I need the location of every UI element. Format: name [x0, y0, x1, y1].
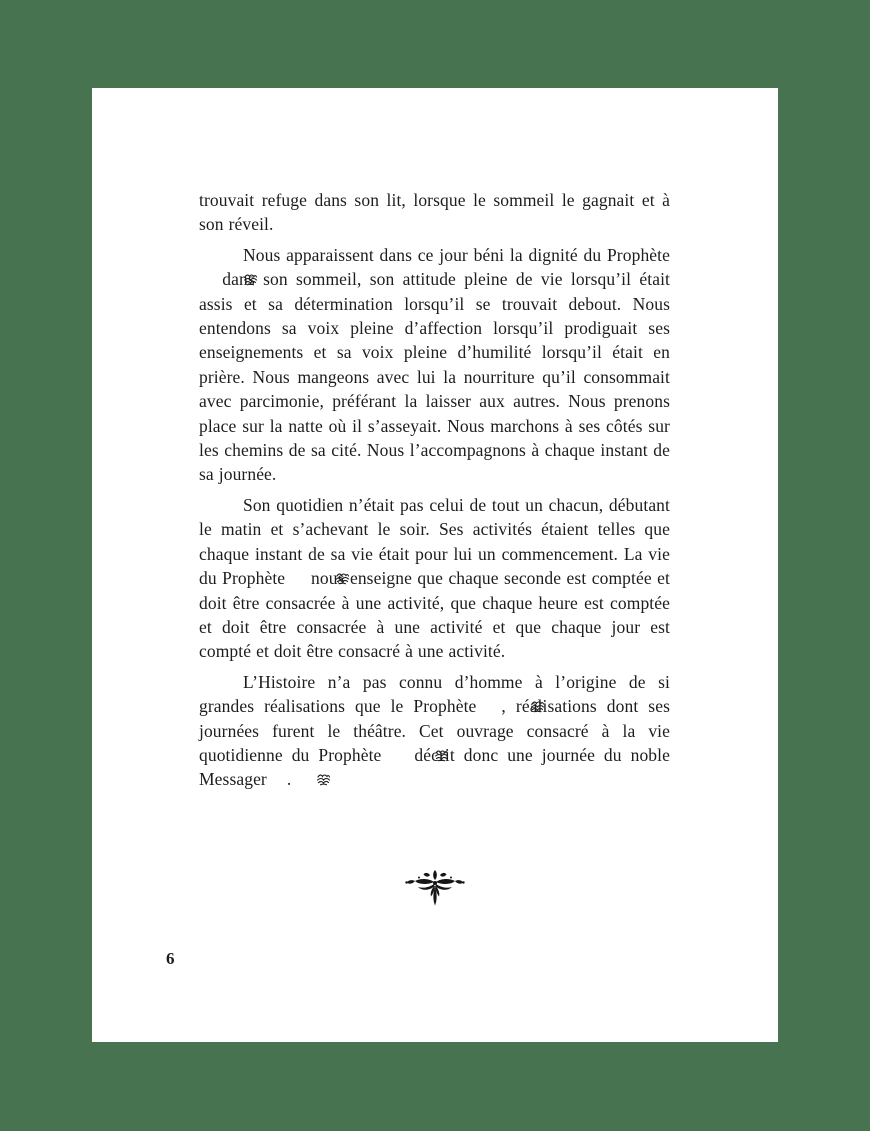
paragraph: L’Histoire n’a pas connu d’homme à l’origine de si grandes réalisations que le Prophète , réalisations dont ses journées furent le théâtre. Cet ouvrage consacré à la vie quotidienne du Prophète décrit donc une journée du noble Messager . — [199, 671, 670, 790]
book-page — [92, 88, 778, 1042]
saw-ligature-icon — [291, 572, 306, 585]
paragraph: trouvait refuge dans son lit, lorsque le sommeil le gagnait et à son réveil. — [199, 190, 670, 235]
ornament-row — [92, 869, 778, 912]
page-number: 6 — [166, 949, 175, 968]
paragraph: Son quotidien n’était pas celui de tout un chacun, débutant le matin et s’achevant le soir. Ses activités étaient telles que chaque instant de sa vie était pour lui un commencement. La vie du Prophète nous enseigne que chaque seconde est comptée et doit être consacrée à une activité, que chaque heure est comptée et doit être consacrée à une activité et que chaque jour est compté et doit être consacré à une activité. — [199, 494, 670, 662]
paragraph: Nous apparaissent dans ce jour béni la dignité du Prophète dans son sommeil, son attitude pleine de vie lorsqu’il était assis et sa détermination lorsqu’il se trouvait debout. Nous entendons sa voix pleine d’affection lorsqu’il prodiguait ses enseignements et sa voix pleine d’humilité lorsqu’il était en prière. Nous mangeons avec lui la nourriture qu’il consommait avec parcimonie, préférant la laisser aux autres. Nous prenons place sur la natte où il s’asseyait. Nous marchons à ses côtés sur les chemins de sa cité. Nous l’accompagnons à chaque instant de sa journée. — [199, 244, 670, 485]
fleuron-ornament-icon — [404, 869, 466, 912]
saw-ligature-icon — [199, 273, 214, 286]
saw-ligature-icon — [390, 749, 405, 762]
saw-ligature-icon — [486, 700, 501, 713]
text-block — [199, 188, 670, 798]
saw-ligature-icon — [272, 773, 287, 786]
